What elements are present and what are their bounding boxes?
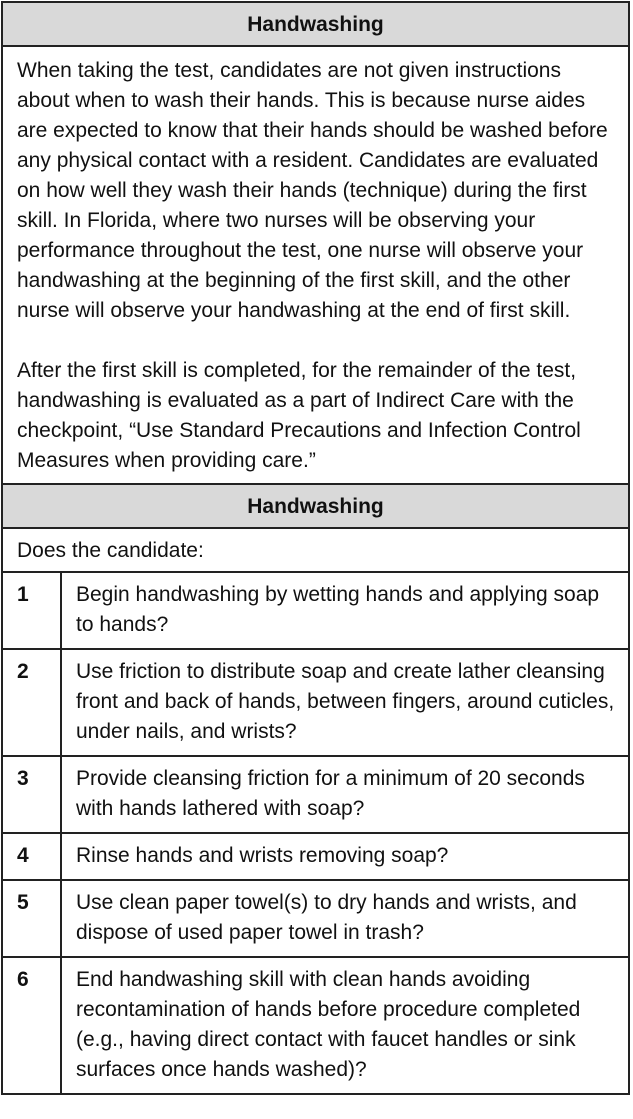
checklist-row [3,958,628,1093]
intro-text-block [3,47,628,485]
checklist-row-number: 4 [3,834,62,879]
checklist-row-number: 1 [3,573,62,648]
checklist-prompt: Does the candidate: [3,529,628,573]
checklist-row [3,573,628,650]
checklist-row-text: Use clean paper towel(s) to dry hands and wrists, and dispose of used paper towel in trash? [76,891,577,944]
checklist-row-number: 2 [3,650,62,755]
checklist-header-handwashing: Handwashing [3,485,628,529]
checklist-row-number: 5 [3,881,62,956]
checklist-row-text: Begin handwashing by wetting hands and applying soap to hands? [76,583,600,636]
checklist-row [3,834,628,881]
handwashing-document [1,1,630,1095]
checklist-row-text: Use friction to distribute soap and create lather cleansing front and back of hands, between fingers, around cuticles, under nails, and wrists? [76,660,615,743]
checklist-row-text: End handwashing skill with clean hands avoiding recontamination of hands before procedure completed (e.g., having direct contact with faucet handles or sink surfaces once hands washed)? [76,968,581,1081]
checklist-row-text: Rinse hands and wrists removing soap? [76,844,449,867]
checklist-table [3,573,628,1093]
intro-paragraph-1: When taking the test, candidates are not given instructions about when to wash their hands. This is because nurse aides are expected to know that their hands should be washed before any physical contact with a resident. Candidates are evaluated on how well they wash their hands (technique) during the first skill. In Florida, where two nurses will be observing your performance throughout the test, one nurse will observe your handwashing at the beginning of the first skill, and the other nurse will observe your handwashing at the end of first skill. [17,59,608,322]
checklist-row [3,650,628,757]
checklist-row [3,757,628,834]
checklist-row-number: 6 [3,958,62,1093]
checklist-row-number: 3 [3,757,62,832]
section-header-handwashing: Handwashing [3,3,628,47]
checklist-row-text: Provide cleansing friction for a minimum of 20 seconds with hands lathered with soap? [76,767,585,820]
checklist-row [3,881,628,958]
intro-paragraph-2: After the first skill is completed, for the remainder of the test, handwashing is evaluated as a part of Indirect Care with the checkpoint, “Use Standard Precautions and Infection Control Measures when providing care.” [17,359,581,472]
